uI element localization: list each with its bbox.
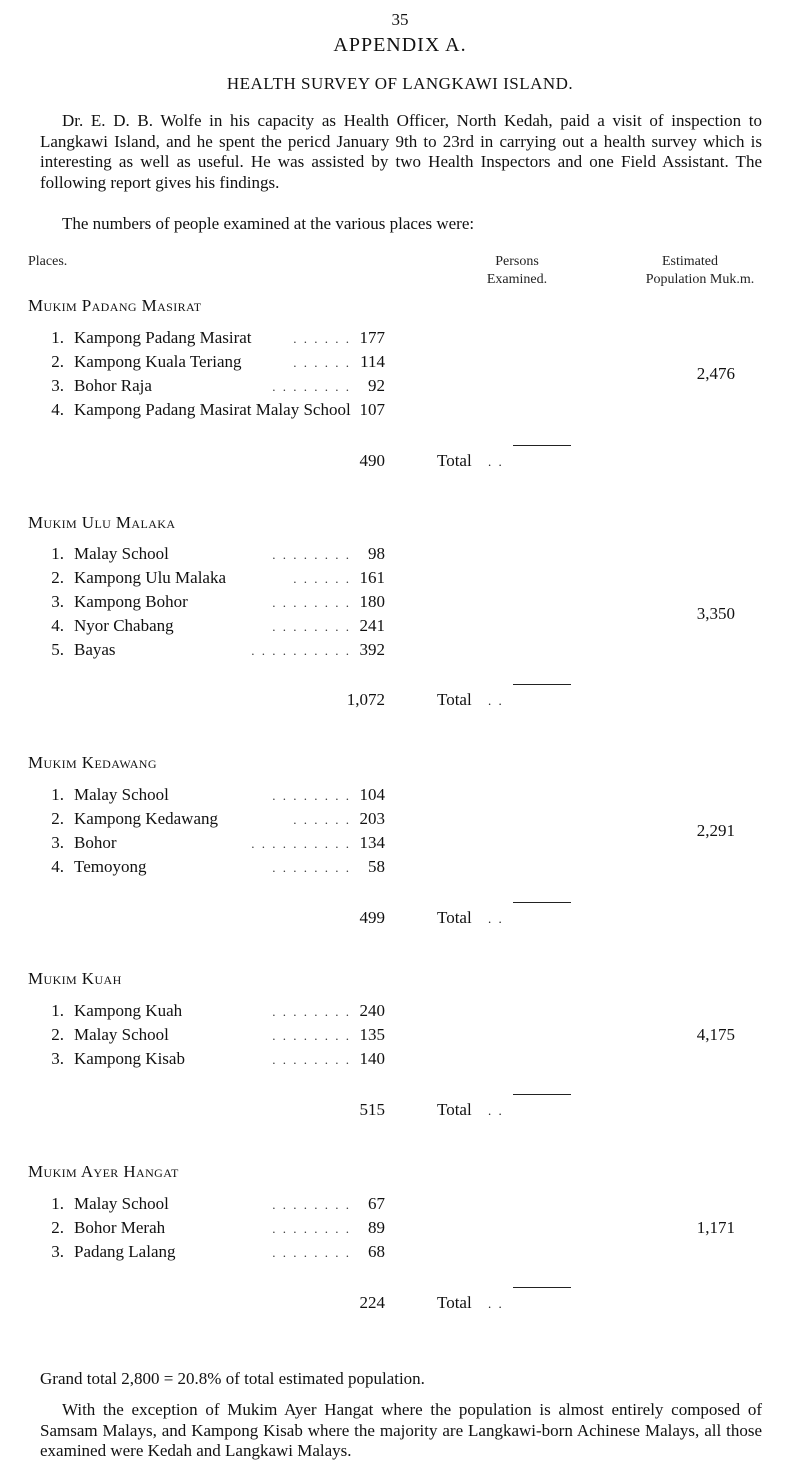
table-row xyxy=(0,544,800,568)
place-name: Temoyong xyxy=(74,857,147,876)
closing-paragraph: With the exception of Mukim Ayer Hangat where the population is almost entirely composed of Samsam Malays, and Kampong Kisab where the majority are Langkawi-born Achinese Malays, all those examined were Kedah and Langkawi Malays. xyxy=(40,1400,762,1460)
row-number: 2. xyxy=(51,352,64,371)
table-row xyxy=(0,1025,800,1049)
leader-dots: . . . . . . . . xyxy=(272,547,351,562)
estimated-population: 3,350 xyxy=(696,604,735,623)
place-name: Nyor Chabang xyxy=(74,616,174,635)
total-label: Total xyxy=(437,1100,472,1119)
persons-examined: 135 xyxy=(359,1025,385,1044)
table-row xyxy=(0,1242,800,1266)
persons-examined: 114 xyxy=(360,352,385,371)
row-number: 1. xyxy=(51,1001,64,1020)
header-estimated-line1: Estimated xyxy=(662,254,718,269)
place-name: Kampong Ulu Malaka xyxy=(74,568,227,587)
place-name: Padang Lalang xyxy=(74,1242,176,1261)
table-row xyxy=(0,1001,800,1025)
persons-examined: 161 xyxy=(359,568,385,587)
persons-examined: 89 xyxy=(368,1218,385,1237)
table-row xyxy=(0,640,800,664)
leader-dots: . . . . . . . . xyxy=(272,1028,351,1043)
grand-total: Grand total 2,800 = 20.8% of total estimated population. xyxy=(40,1369,425,1388)
table-row xyxy=(0,376,800,400)
persons-examined: 67 xyxy=(368,1194,385,1213)
mukim-heading: Mukim Kuah xyxy=(28,969,122,988)
total-rule xyxy=(513,445,571,446)
place-name: Malay School xyxy=(74,544,169,563)
table-row xyxy=(0,1218,800,1242)
total-label: Total xyxy=(437,451,472,470)
place-name: Bayas xyxy=(74,640,116,659)
row-number: 1. xyxy=(51,328,64,347)
place-name: Malay School xyxy=(74,785,169,804)
total-leader: . . xyxy=(488,1296,504,1311)
leader-dots: . . . . . . . . xyxy=(272,1197,351,1212)
mukim-heading: Mukim Kedawang xyxy=(28,753,157,772)
place-name: Kampong Bohor xyxy=(74,592,188,611)
table-row xyxy=(0,1194,800,1218)
total-value: 490 xyxy=(359,451,385,470)
table-row xyxy=(0,833,800,857)
persons-examined: 58 xyxy=(368,857,385,876)
persons-examined: 68 xyxy=(368,1242,385,1261)
table-row xyxy=(0,1049,800,1073)
header-estimated-line2: Population Muk.m. xyxy=(645,272,755,287)
persons-examined: 392 xyxy=(359,640,385,659)
table-row xyxy=(0,352,800,376)
leader-dots: . . . . . . . . xyxy=(272,788,351,803)
total-label: Total xyxy=(437,690,472,709)
place-name: Malay School xyxy=(74,1194,169,1213)
table-row xyxy=(0,857,800,881)
estimated-population: 4,175 xyxy=(696,1025,735,1044)
row-number: 2. xyxy=(51,1025,64,1044)
place-name: Bohor Merah xyxy=(74,1218,166,1237)
table-row xyxy=(0,328,800,352)
place-name: Malay School xyxy=(74,1025,169,1044)
total-row xyxy=(0,908,800,932)
header-persons-line1: Persons xyxy=(495,254,539,269)
place-name: Bohor xyxy=(74,833,117,852)
place-name: Kampong Padang Masirat xyxy=(74,328,252,347)
row-number: 5. xyxy=(51,640,64,659)
leader-dots: . . . . . . xyxy=(293,355,351,370)
table-row xyxy=(0,616,800,640)
total-value: 515 xyxy=(359,1100,385,1119)
place-name: Kampong Padang Masirat Malay School xyxy=(74,400,351,419)
intro-paragraph: Dr. E. D. B. Wolfe in his capacity as Health Officer, North Kedah, paid a visit of inspection to Langkawi Island, and he spent the pericd January 9th to 23rd in carrying out a health survey which is interesting as well as useful. He was assisted by two Health Inspectors and one Field Assistant. The following report gives his findings. xyxy=(40,111,762,192)
estimated-population: 2,476 xyxy=(696,364,735,383)
row-number: 4. xyxy=(51,616,64,635)
mukim-heading: Mukim Ulu Malaka xyxy=(28,513,176,532)
leader-dots: . . . . . . . . xyxy=(272,1221,351,1236)
row-number: 2. xyxy=(51,1218,64,1237)
row-number: 1. xyxy=(51,544,64,563)
total-label: Total xyxy=(437,908,472,927)
total-leader: . . xyxy=(488,454,504,469)
row-number: 1. xyxy=(51,785,64,804)
total-row xyxy=(0,451,800,475)
row-number: 2. xyxy=(51,568,64,587)
row-number: 3. xyxy=(51,1049,64,1068)
leader-dots: . . . . . . . . xyxy=(272,1245,351,1260)
table-row xyxy=(0,400,800,424)
row-number: 4. xyxy=(51,400,64,419)
persons-examined: 177 xyxy=(359,328,385,347)
total-row xyxy=(0,1100,800,1124)
header-places: Places. xyxy=(28,254,68,269)
place-name: Bohor Raja xyxy=(74,376,152,395)
total-value: 1,072 xyxy=(346,690,385,709)
persons-examined: 140 xyxy=(359,1049,385,1068)
estimated-population: 1,171 xyxy=(696,1218,735,1237)
place-name: Kampong Kuah xyxy=(74,1001,183,1020)
row-number: 3. xyxy=(51,1242,64,1261)
row-number: 4. xyxy=(51,857,64,876)
persons-examined: 92 xyxy=(368,376,385,395)
total-label: Total xyxy=(437,1293,472,1312)
table-row xyxy=(0,568,800,592)
row-number: 3. xyxy=(51,592,64,611)
total-rule xyxy=(513,1094,571,1095)
estimated-population: 2,291 xyxy=(696,821,735,840)
row-number: 3. xyxy=(51,376,64,395)
page-number: 35 xyxy=(391,10,409,29)
header-persons-line2: Examined. xyxy=(486,272,548,287)
total-value: 499 xyxy=(359,908,385,927)
leader-dots: . . . . . . . . . . xyxy=(251,643,351,658)
table-row xyxy=(0,809,800,833)
table-row xyxy=(0,785,800,809)
leader-dots: . . . . . . . . xyxy=(272,619,351,634)
persons-examined: 203 xyxy=(359,809,385,828)
table-row xyxy=(0,592,800,616)
persons-examined: 180 xyxy=(359,592,385,611)
persons-examined: 241 xyxy=(359,616,385,635)
total-leader: . . xyxy=(488,1103,504,1118)
place-name: Kampong Kisab xyxy=(74,1049,185,1068)
total-leader: . . xyxy=(488,693,504,708)
total-rule xyxy=(513,902,571,903)
leader-dots: . . . . . . . . xyxy=(272,1052,351,1067)
persons-examined: 134 xyxy=(359,833,385,852)
leader-dots: . . . . . . . . xyxy=(272,860,351,875)
leader-dots: . . . . . . . . xyxy=(272,595,351,610)
place-name: Kampong Kedawang xyxy=(74,809,218,828)
document-title: HEALTH SURVEY OF LANGKAWI ISLAND. xyxy=(226,74,574,93)
leader-dots: . . . . . . . . xyxy=(272,1004,351,1019)
total-rule xyxy=(513,1287,571,1288)
mukim-heading: Mukim Padang Masirat xyxy=(28,296,202,315)
total-row xyxy=(0,690,800,714)
leader-dots: . . . . . . . . . . xyxy=(251,836,351,851)
total-leader: . . xyxy=(488,911,504,926)
persons-examined: 104 xyxy=(359,785,385,804)
leader-dots: . . . . . . xyxy=(293,812,351,827)
row-number: 2. xyxy=(51,809,64,828)
row-number: 3. xyxy=(51,833,64,852)
leader-dots: . . . . . . xyxy=(293,571,351,586)
numbers-intro: The numbers of people examined at the various places were: xyxy=(62,214,475,233)
persons-examined: 107 xyxy=(359,400,385,419)
total-row xyxy=(0,1293,800,1317)
leader-dots: . . . . . . . . xyxy=(272,379,351,394)
leader-dots: . . . . . . xyxy=(293,331,351,346)
appendix-heading: APPENDIX A. xyxy=(333,34,467,56)
persons-examined: 98 xyxy=(368,544,385,563)
total-value: 224 xyxy=(359,1293,385,1312)
row-number: 1. xyxy=(51,1194,64,1213)
place-name: Kampong Kuala Teriang xyxy=(74,352,242,371)
mukim-heading: Mukim Ayer Hangat xyxy=(28,1162,179,1181)
persons-examined: 240 xyxy=(359,1001,385,1020)
total-rule xyxy=(513,684,571,685)
